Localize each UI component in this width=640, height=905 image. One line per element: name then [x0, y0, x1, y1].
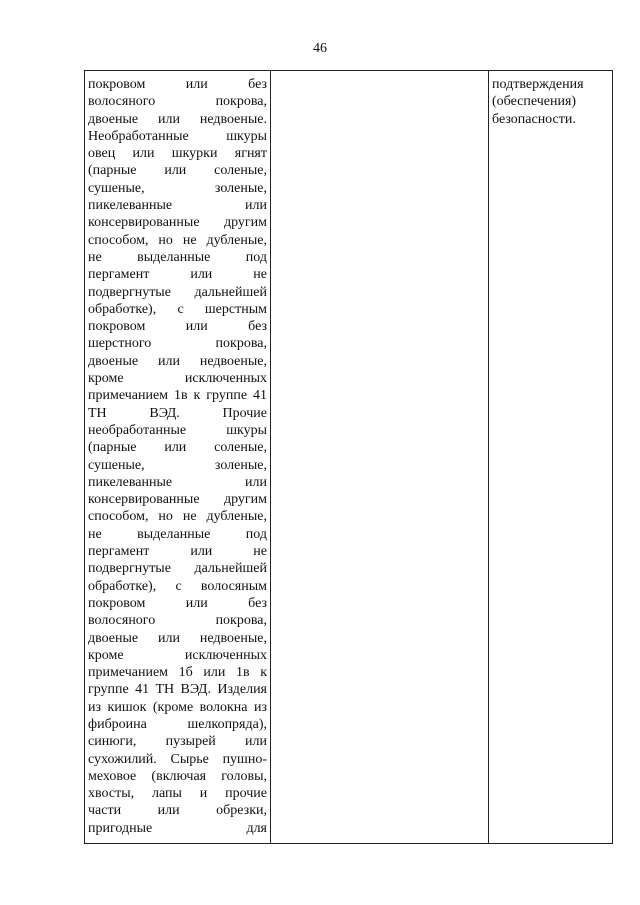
- text-line: сушеные, золеные,: [88, 180, 267, 196]
- text-line: подтверждения: [492, 77, 584, 92]
- text-line: Необработанные шкуры: [88, 128, 267, 144]
- document-table: [84, 70, 613, 844]
- table-cell-description: [85, 71, 271, 843]
- text-line: пикелеванные или: [88, 474, 267, 490]
- text-line: шерстного покрова,: [88, 336, 267, 352]
- text-line: необработанные шкуры: [88, 422, 267, 438]
- text-line: пикелеванные или: [88, 198, 267, 214]
- text-line: пергамент или не: [88, 267, 267, 283]
- text-line: (парные или соленые,: [88, 163, 267, 179]
- text-line: фиброина шелкопряда),: [88, 716, 267, 732]
- text-line: покровом или без: [88, 319, 267, 335]
- text-line: группе 41 ТН ВЭД. Изделия: [88, 682, 267, 698]
- requirement-text: [492, 76, 609, 128]
- text-line: ТН ВЭД. Прочие: [88, 405, 267, 421]
- text-line: волосяного покрова,: [88, 613, 267, 629]
- text-line: овец или шкурки ягнят: [88, 146, 267, 162]
- table-cell-empty: [271, 71, 489, 843]
- text-line: меховое (включая головы,: [88, 768, 267, 784]
- text-line: сушеные, золеные,: [88, 457, 267, 473]
- text-line: из кишок (кроме волокна из: [88, 699, 267, 715]
- text-line: (парные или соленые,: [88, 440, 267, 456]
- text-line: покровом или без: [88, 595, 267, 611]
- text-line: кроме исключенных: [88, 371, 267, 387]
- text-line: двоеные или недвоеные,: [88, 353, 267, 369]
- text-line: пригодные для: [88, 820, 267, 836]
- text-line: способом, но не дубленые,: [88, 232, 267, 248]
- text-line: волосяного покрова,: [88, 94, 267, 110]
- text-line: консервированные другим: [88, 215, 267, 231]
- text-line: кроме исключенных: [88, 647, 267, 663]
- table-cell-requirement: [489, 71, 612, 843]
- text-line: примечанием 1б или 1в к: [88, 665, 267, 681]
- text-line: (обеспечения): [492, 94, 577, 110]
- text-line: покровом или без: [88, 77, 267, 92]
- text-line: подвергнутые дальнейшей: [88, 561, 267, 577]
- text-line: подвергнутые дальнейшей: [88, 284, 267, 300]
- text-line: консервированные другим: [88, 492, 267, 508]
- text-line: обработке), с шерстным: [88, 301, 267, 317]
- text-line: безопасности.: [492, 111, 576, 127]
- description-text: [88, 76, 267, 837]
- text-line: части или обрезки,: [88, 803, 267, 819]
- text-line: способом, но не дубленые,: [88, 509, 267, 525]
- text-line: не выделанные под: [88, 249, 267, 265]
- page-number: 46: [313, 41, 327, 56]
- text-line: двоеные или недвоеные.: [88, 111, 267, 127]
- text-line: обработке), с волосяным: [88, 578, 267, 594]
- text-line: синюги, пузырей или: [88, 734, 267, 750]
- text-line: примечанием 1в к группе 41: [88, 388, 267, 404]
- text-line: двоеные или недвоеные,: [88, 630, 267, 646]
- text-line: хвосты, лапы и прочие: [88, 786, 267, 802]
- text-line: не выделанные под: [88, 526, 267, 542]
- text-line: сухожилий. Сырье пушно-: [88, 751, 267, 767]
- text-line: пергамент или не: [88, 544, 267, 560]
